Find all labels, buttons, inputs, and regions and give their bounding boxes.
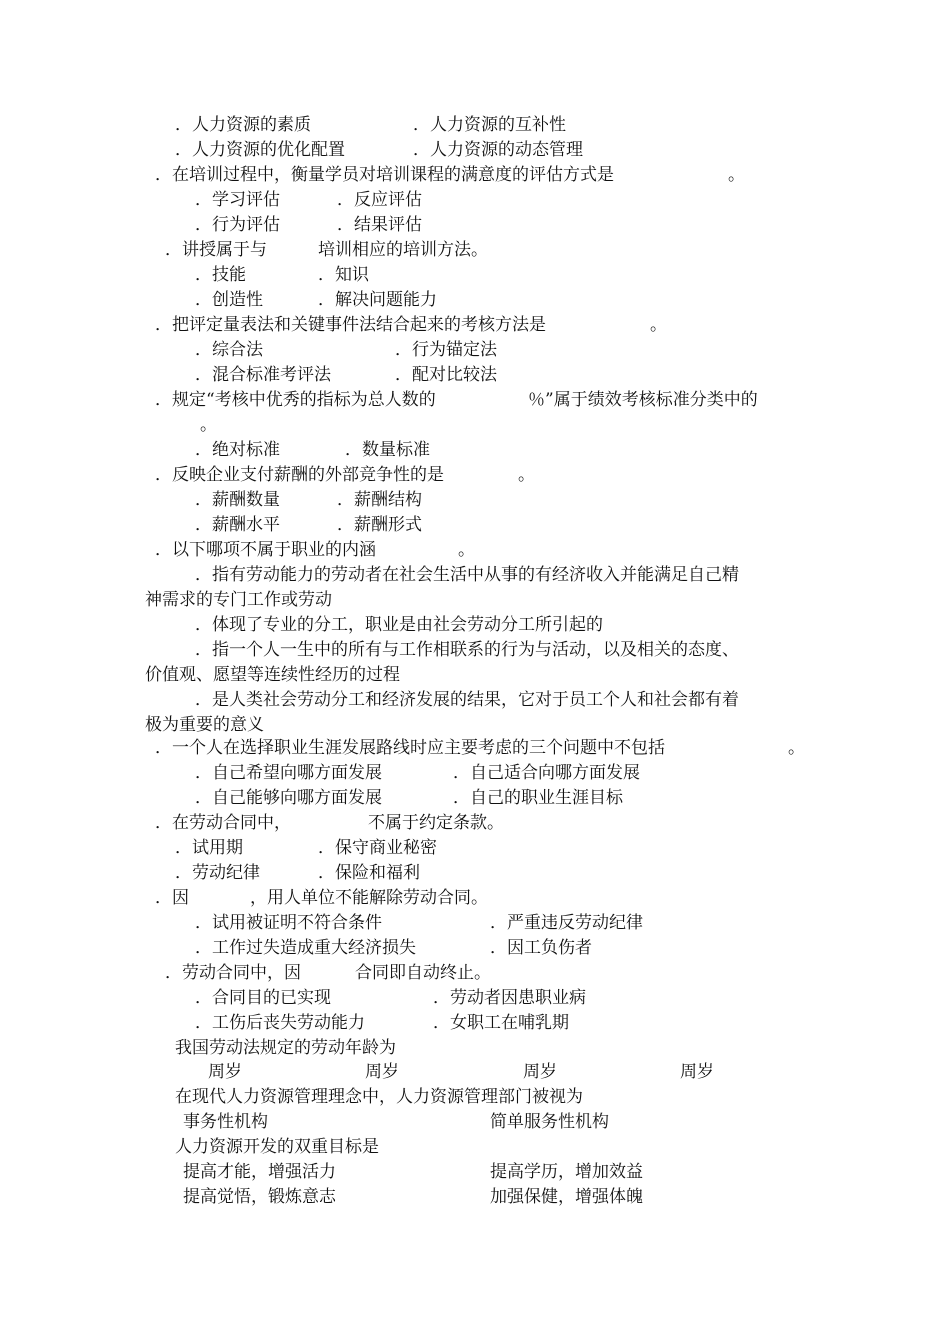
text-line: ，用人单位不能解除劳动合同。 <box>250 888 488 908</box>
text-line: ．指有劳动能力的劳动者在社会生活中从事的有经济收入并能满足自己精 <box>195 565 739 585</box>
text-line: ．自己适合向哪方面发展 <box>453 763 640 783</box>
text-line: 价值观、愿望等连续性经历的过程 <box>145 665 400 685</box>
text-line: 提高觉悟，锻炼意志 <box>183 1187 336 1207</box>
text-line: 事务性机构 <box>183 1112 268 1132</box>
text-line: ．薪酬结构 <box>337 490 422 510</box>
text-line: ．严重违反劳动纪律 <box>490 913 643 933</box>
text-line: ．配对比较法 <box>395 365 497 385</box>
text-line: 人力资源开发的双重目标是 <box>175 1137 379 1157</box>
text-line: 合同即自动终止。 <box>355 963 491 983</box>
text-line: ．讲授属于与 <box>165 240 267 260</box>
text-line: ．试用被证明不符合条件 <box>195 913 382 933</box>
text-line: 在现代人力资源管理理念中，人力资源管理部门被视为 <box>175 1087 583 1107</box>
text-line: 不属于约定条款。 <box>368 813 504 833</box>
text-line: 。 <box>518 465 535 485</box>
text-line: ．自己能够向哪方面发展 <box>195 788 382 808</box>
text-line: ．行为评估 <box>195 215 280 235</box>
text-line: ．合同目的已实现 <box>195 988 331 1008</box>
text-line: ．人力资源的互补性 <box>413 115 566 135</box>
text-line: ．数量标准 <box>345 440 430 460</box>
text-line: ．自己希望向哪方面发展 <box>195 763 382 783</box>
text-line: 加强保健，增强体魄 <box>490 1187 643 1207</box>
text-line: ．劳动者因患职业病 <box>433 988 586 1008</box>
text-line: ．薪酬数量 <box>195 490 280 510</box>
text-line: ．知识 <box>318 265 369 285</box>
text-line: ．工作过失造成重大经济损失 <box>195 938 416 958</box>
text-line: ．试用期 <box>175 838 243 858</box>
text-line: ．在培训过程中，衡量学员对培训课程的满意度的评估方式是 <box>155 165 614 185</box>
text-line: ．薪酬形式 <box>337 515 422 535</box>
text-line: ．指一个人一生中的所有与工作相联系的行为与活动，以及相关的态度、 <box>195 640 739 660</box>
text-line: 周岁 <box>365 1062 399 1082</box>
text-line: ．以下哪项不属于职业的内涵 <box>155 540 376 560</box>
text-line: ．解决问题能力 <box>318 290 437 310</box>
text-line: ．保险和福利 <box>318 863 420 883</box>
text-line: ．学习评估 <box>195 190 280 210</box>
text-line: ．规定“考核中优秀的指标为总人数的 <box>155 390 436 410</box>
text-line: ．技能 <box>195 265 246 285</box>
text-line: ．反映企业支付薪酬的外部竞争性的是 <box>155 465 444 485</box>
text-line: 简单服务性机构 <box>490 1112 609 1132</box>
text-line: ．结果评估 <box>337 215 422 235</box>
text-line: 神需求的专门工作或劳动 <box>145 590 332 610</box>
text-line: 。 <box>200 415 217 435</box>
text-line: ．行为锚定法 <box>395 340 497 360</box>
text-line: ．人力资源的素质 <box>175 115 311 135</box>
text-line: ％”属于绩效考核标准分类中的 <box>528 390 758 410</box>
text-line: 提高学历，增加效益 <box>490 1162 643 1182</box>
text-line: ．绝对标准 <box>195 440 280 460</box>
text-line: ．劳动合同中，因 <box>165 963 301 983</box>
text-line: ．薪酬水平 <box>195 515 280 535</box>
text-line: 周岁 <box>680 1062 714 1082</box>
text-line: ．因工负伤者 <box>490 938 592 958</box>
text-line: ．人力资源的优化配置 <box>175 140 345 160</box>
text-line: ．自己的职业生涯目标 <box>453 788 623 808</box>
text-line: ．因 <box>155 888 189 908</box>
text-line: 周岁 <box>208 1062 242 1082</box>
text-line: 提高才能，增强活力 <box>183 1162 336 1182</box>
text-line: 。 <box>458 540 475 560</box>
text-line: ．人力资源的动态管理 <box>413 140 583 160</box>
text-line: ．女职工在哺乳期 <box>433 1013 569 1033</box>
text-line: 。 <box>728 165 745 185</box>
text-line: 我国劳动法规定的劳动年龄为 <box>175 1038 396 1058</box>
text-line: ．是人类社会劳动分工和经济发展的结果，它对于员工个人和社会都有着 <box>195 690 739 710</box>
text-line: ．综合法 <box>195 340 263 360</box>
text-line: ．保守商业秘密 <box>318 838 437 858</box>
text-line: ．工伤后丧失劳动能力 <box>195 1013 365 1033</box>
text-line: ．体现了专业的分工，职业是由社会劳动分工所引起的 <box>195 615 603 635</box>
text-line: 培训相应的培训方法。 <box>318 240 488 260</box>
text-line: 极为重要的意义 <box>145 715 264 735</box>
text-line: ．创造性 <box>195 290 263 310</box>
text-line: 。 <box>650 315 667 335</box>
text-line: ．一个人在选择职业生涯发展路线时应主要考虑的三个问题中不包括 <box>155 738 665 758</box>
text-line: ．在劳动合同中， <box>155 813 291 833</box>
text-line: ．劳动纪律 <box>175 863 260 883</box>
text-line: ．反应评估 <box>337 190 422 210</box>
text-line: ．混合标准考评法 <box>195 365 331 385</box>
text-line: ．把评定量表法和关键事件法结合起来的考核方法是 <box>155 315 546 335</box>
text-line: 周岁 <box>523 1062 557 1082</box>
text-line: 。 <box>788 738 805 758</box>
